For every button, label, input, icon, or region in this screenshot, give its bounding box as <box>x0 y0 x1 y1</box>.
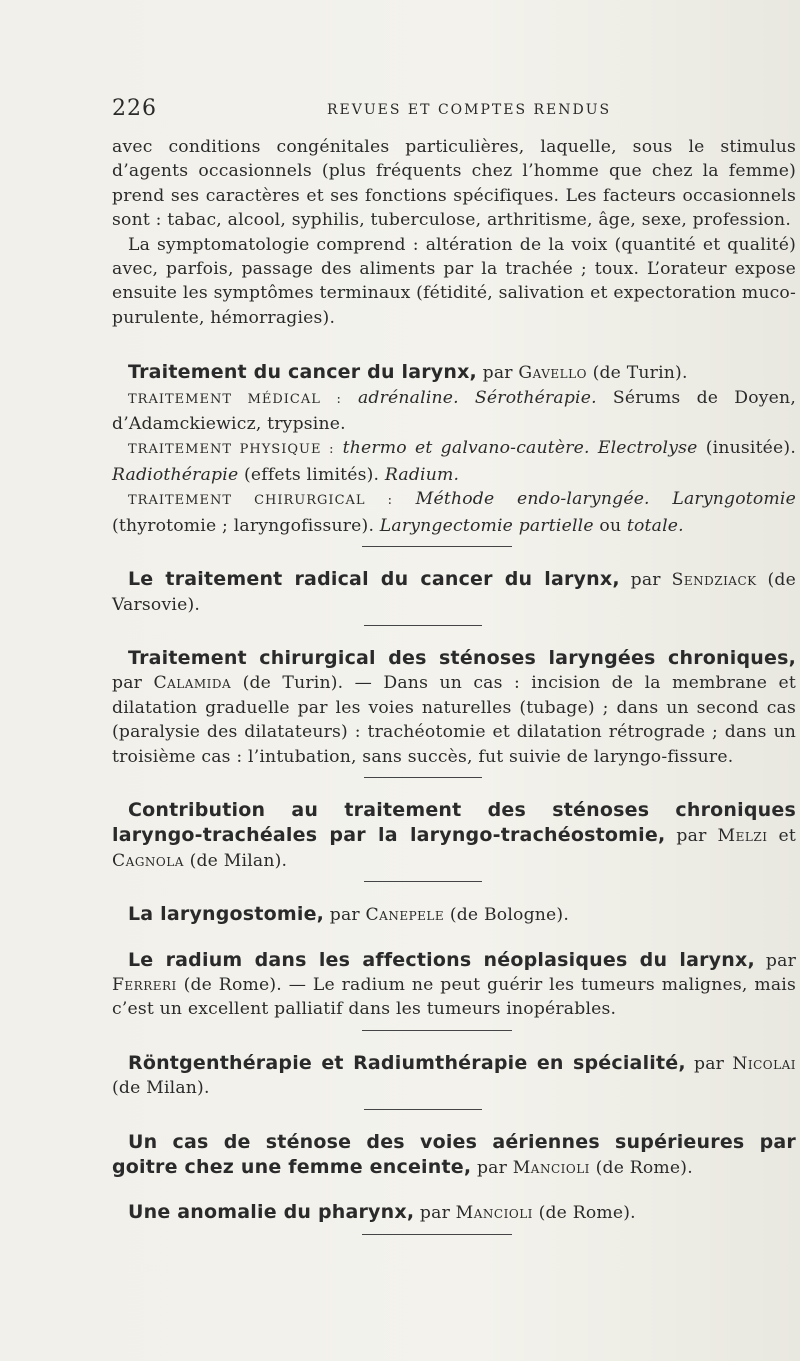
treatment-note: (inusitée). <box>705 438 796 459</box>
entry-text: (de Turin). — Dans un cas : incision de la membrane et dilatation graduelle par les voies naturelles (tubage) ; dans un second cas (paralysie des dilatateurs) : trachéotomie et dilatation rétrograde ; dans un troisième cas : l’intubation, sans succès, fut suivie de laryngo-fissure. <box>112 673 796 767</box>
treatment-medical <box>112 386 796 437</box>
entry-heading <box>112 798 796 873</box>
page-number: 226 <box>112 96 157 121</box>
treatment-items: thermo et galvano-cautère. Electrolyse <box>342 438 698 459</box>
entry-par: par <box>694 1053 725 1074</box>
intro-paragraph-1: avec conditions congénitales particulières, laquelle, sous le stimulus d’agents occasionnels (plus fréquents chez l’homme que chez la femme) prend ses caractères et ses fonctions spécifiques. Les facteurs occasionnels sont : tabac, alcool, syphilis, tuberculose, arthritisme, âge, sexe, profession. <box>112 137 796 231</box>
entry-calamida <box>112 646 796 778</box>
treatment-radio: Radiothérapie <box>112 464 239 485</box>
entry-place: (de Bologne). <box>449 905 569 926</box>
treatment-chirurgical <box>112 487 796 538</box>
entry-place: (de Milan). <box>189 850 288 871</box>
separator-rule <box>362 1234 512 1235</box>
entry-par: par <box>630 570 661 591</box>
entry-author: Melzi <box>717 826 768 847</box>
entry-title: Une anomalie du pharynx, <box>128 1201 415 1224</box>
entry-author: Nicolai <box>732 1053 796 1074</box>
separator-rule <box>364 881 482 882</box>
entry-heading <box>112 1051 796 1101</box>
entry-heading <box>112 1200 796 1225</box>
entry-author: Canepele <box>365 905 445 926</box>
entry-title: Traitement du cancer du larynx, <box>128 361 477 384</box>
treatment-radio-note: (effets limités). <box>243 464 380 485</box>
entry-ferreri <box>112 948 796 1031</box>
page-content <box>112 135 796 1235</box>
intro-paragraph-2: La symptomatologie comprend : altération de la voix (quantité et qualité) avec, parfois, passage des aliments par la trachée ; toux. L’orateur expose ensuite les symptômes terminaux (fétidité, salivation et expectoration muco-purulente, hémorragies). <box>112 234 796 328</box>
separator-rule <box>364 1109 482 1110</box>
entry-place: (de Varsovie). <box>112 570 796 615</box>
treatment-items: adrénaline. Sérothérapie. <box>357 387 597 408</box>
entry-canepele <box>112 902 796 927</box>
entry-par: par <box>476 1158 508 1178</box>
treatment-radium: Radium. <box>384 464 460 485</box>
entry-title: Contribution au traitement des sténoses chroniques laryngo-trachéales par la laryngo-trachéostomie, <box>112 798 796 847</box>
treatment-totale: totale. <box>626 515 684 536</box>
entry-author: Ferreri <box>112 974 177 995</box>
treatment-physique <box>112 436 796 487</box>
page-header <box>112 96 720 126</box>
running-title: REVUES ET COMPTES RENDUS <box>327 102 612 118</box>
entry-place: (de Turin). <box>592 363 688 384</box>
entry-par: par <box>676 826 707 847</box>
entry-author: Gavello <box>518 363 587 384</box>
entry-par: par <box>765 950 796 971</box>
entry-author: Calamida <box>153 673 232 694</box>
entry-author: Mancioli <box>512 1158 590 1178</box>
entry-heading <box>112 567 796 617</box>
entry-gavello <box>112 360 796 547</box>
treatment-ou: ou <box>599 515 622 536</box>
treatment-items: Méthode endo-laryngée. Laryngotomie <box>415 489 796 510</box>
entry-author: Cagnola <box>112 850 184 871</box>
treatment-laryngectomie: Laryngectomie partielle <box>379 515 594 536</box>
entry-title: Traitement chirurgical des sténoses laryngées chroniques, <box>128 646 796 669</box>
entry-heading <box>112 1130 796 1181</box>
entry-par: par <box>482 363 513 384</box>
separator-rule <box>362 546 512 547</box>
entry-text: (de Rome). — Le radium ne peut guérir les tumeurs malignes, mais c’est un excellent palliatif dans les tumeurs inopérables. <box>112 974 796 1020</box>
entry-melzi-cagnola <box>112 798 796 882</box>
entry-heading <box>112 948 796 1022</box>
treatment-label: TRAITEMENT PHYSIQUE : <box>128 442 335 458</box>
entry-par: par <box>419 1203 450 1224</box>
entry-place: (de Rome). <box>538 1203 636 1224</box>
treatment-rest: Sérums de Doyen, d’Adamckiewicz, trypsine. <box>112 387 796 435</box>
entry-heading <box>112 646 796 769</box>
treatment-label: TRAITEMENT CHIRURGICAL : <box>128 493 394 509</box>
entry-place: (de Milan). <box>112 1078 210 1099</box>
treatment-rest: (thyrotomie ; laryngofissure). <box>112 515 375 536</box>
separator-rule <box>364 625 482 626</box>
entry-nicolai <box>112 1051 796 1110</box>
entry-title: Röntgenthérapie et Radiumthérapie en spécialité, <box>128 1051 686 1074</box>
treatment-label: TRAITEMENT MÉDICAL : <box>128 391 342 407</box>
entry-mancioli-stenose <box>112 1130 796 1181</box>
separator-rule <box>364 777 482 778</box>
entry-et: et <box>778 826 796 847</box>
entry-sendziack <box>112 567 796 626</box>
entry-title: Un cas de sténose des voies aériennes supérieures par goitre chez une femme enceinte, <box>112 1130 796 1178</box>
entry-title: Le traitement radical du cancer du larynx, <box>128 568 620 591</box>
entry-place: (de Rome). <box>595 1158 693 1178</box>
separator-rule <box>362 1030 512 1031</box>
entry-par: par <box>329 905 360 926</box>
entry-mancioli-pharynx <box>112 1200 796 1234</box>
entry-heading <box>112 360 796 385</box>
entry-title: Le radium dans les affections néoplasiques du larynx, <box>128 948 755 971</box>
entry-par: par <box>112 673 143 694</box>
entry-title: La laryngostomie, <box>128 903 325 926</box>
entry-heading <box>112 902 796 927</box>
entry-author: Mancioli <box>455 1203 533 1224</box>
entry-author: Sendziack <box>671 570 757 591</box>
